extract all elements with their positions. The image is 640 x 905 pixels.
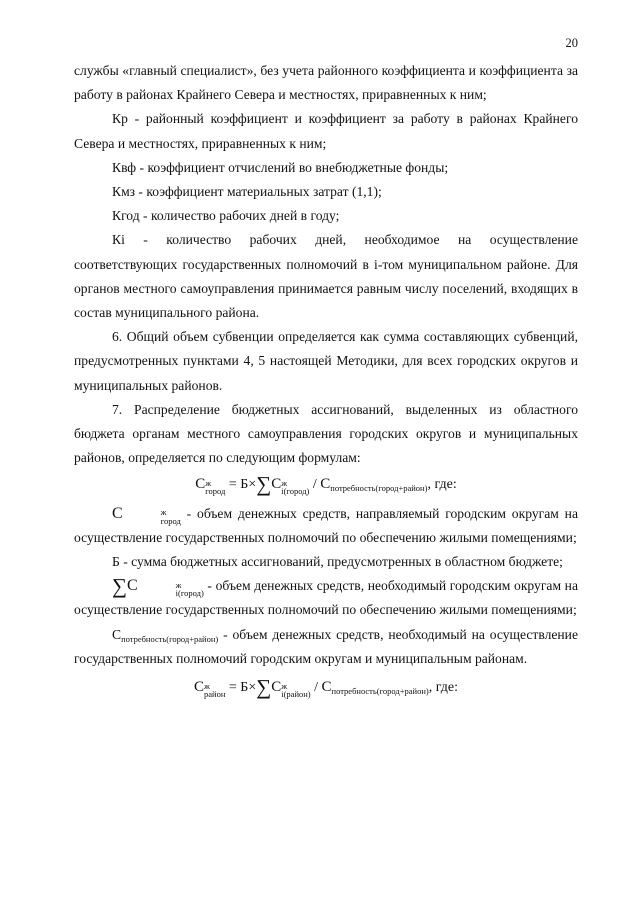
page-number: 20 <box>565 36 578 50</box>
definition-c-need: $C_{потребность(город+район)}$ - объем денежных средств, необходимый на осуществление государственных полномочий городским округам и муниципальным районам. <box>74 626 578 666</box>
paragraph-kgod: Кгод - количество рабочих дней в году; <box>112 208 340 224</box>
definition-c-gorod: C ж город - объем денежных средств, направляемый городским округам на осуществление государственных полномочий по обеспечению жилыми помещениями; <box>74 504 578 545</box>
paragraph-7: 7. Распределение бюджетных ассигнований, выделенных из областного бюджета органам местного самоуправления городских округов и муниципальных районов, определяется по следующим формулам: <box>74 401 578 466</box>
formula-gorod: C ж город = Б×∑C ж i(город) / $C_{потребность(город+район)}$, где: <box>195 472 457 497</box>
paragraph-continuation: службы «главный специалист», без учета районного коэффициента и коэффициента за работу в районах Крайнего Севера и местностях, приравненных к ним; <box>74 63 578 103</box>
paragraph-kmz: Кмз - коэффициент материальных затрат (1,1); <box>112 184 382 200</box>
page-content <box>74 59 578 700</box>
paragraph-kvf: Квф - коэффициент отчислений во внебюджетные фонды; <box>112 159 449 175</box>
definition-sum-c: ∑C ж i(город) - объем денежных средств, необходимый городским округам на осуществление государственных полномочий по обеспечению жилыми помещениями; <box>74 574 578 618</box>
formula-rayon: C ж район = Б×∑C ж i(район) / $C_{потребность(город+район)}$, где: <box>193 675 458 700</box>
paragraph-6: 6. Общий объем субвенции определяется как сумма составляющих субвенций, предусмотренных пунктами 4, 5 настоящей Методики, для всех городских округов и муниципальных районов. <box>74 329 578 393</box>
paragraph-kr: Кр - районный коэффициент и коэффициент за работу в районах Крайнего Севера и местностях, приравненных к ним; <box>74 111 578 151</box>
definition-b: Б - сумма бюджетных ассигнований, предусмотренных в областном бюджете; <box>112 554 563 570</box>
paragraph-ki: Кi - количество рабочих дней, необходимое на осуществление соответствующих государственных полномочий в i-том муниципальном районе. Для органов местного самоуправления принимается равным числу поселений, входящих в состав муниципального района. <box>74 232 578 321</box>
